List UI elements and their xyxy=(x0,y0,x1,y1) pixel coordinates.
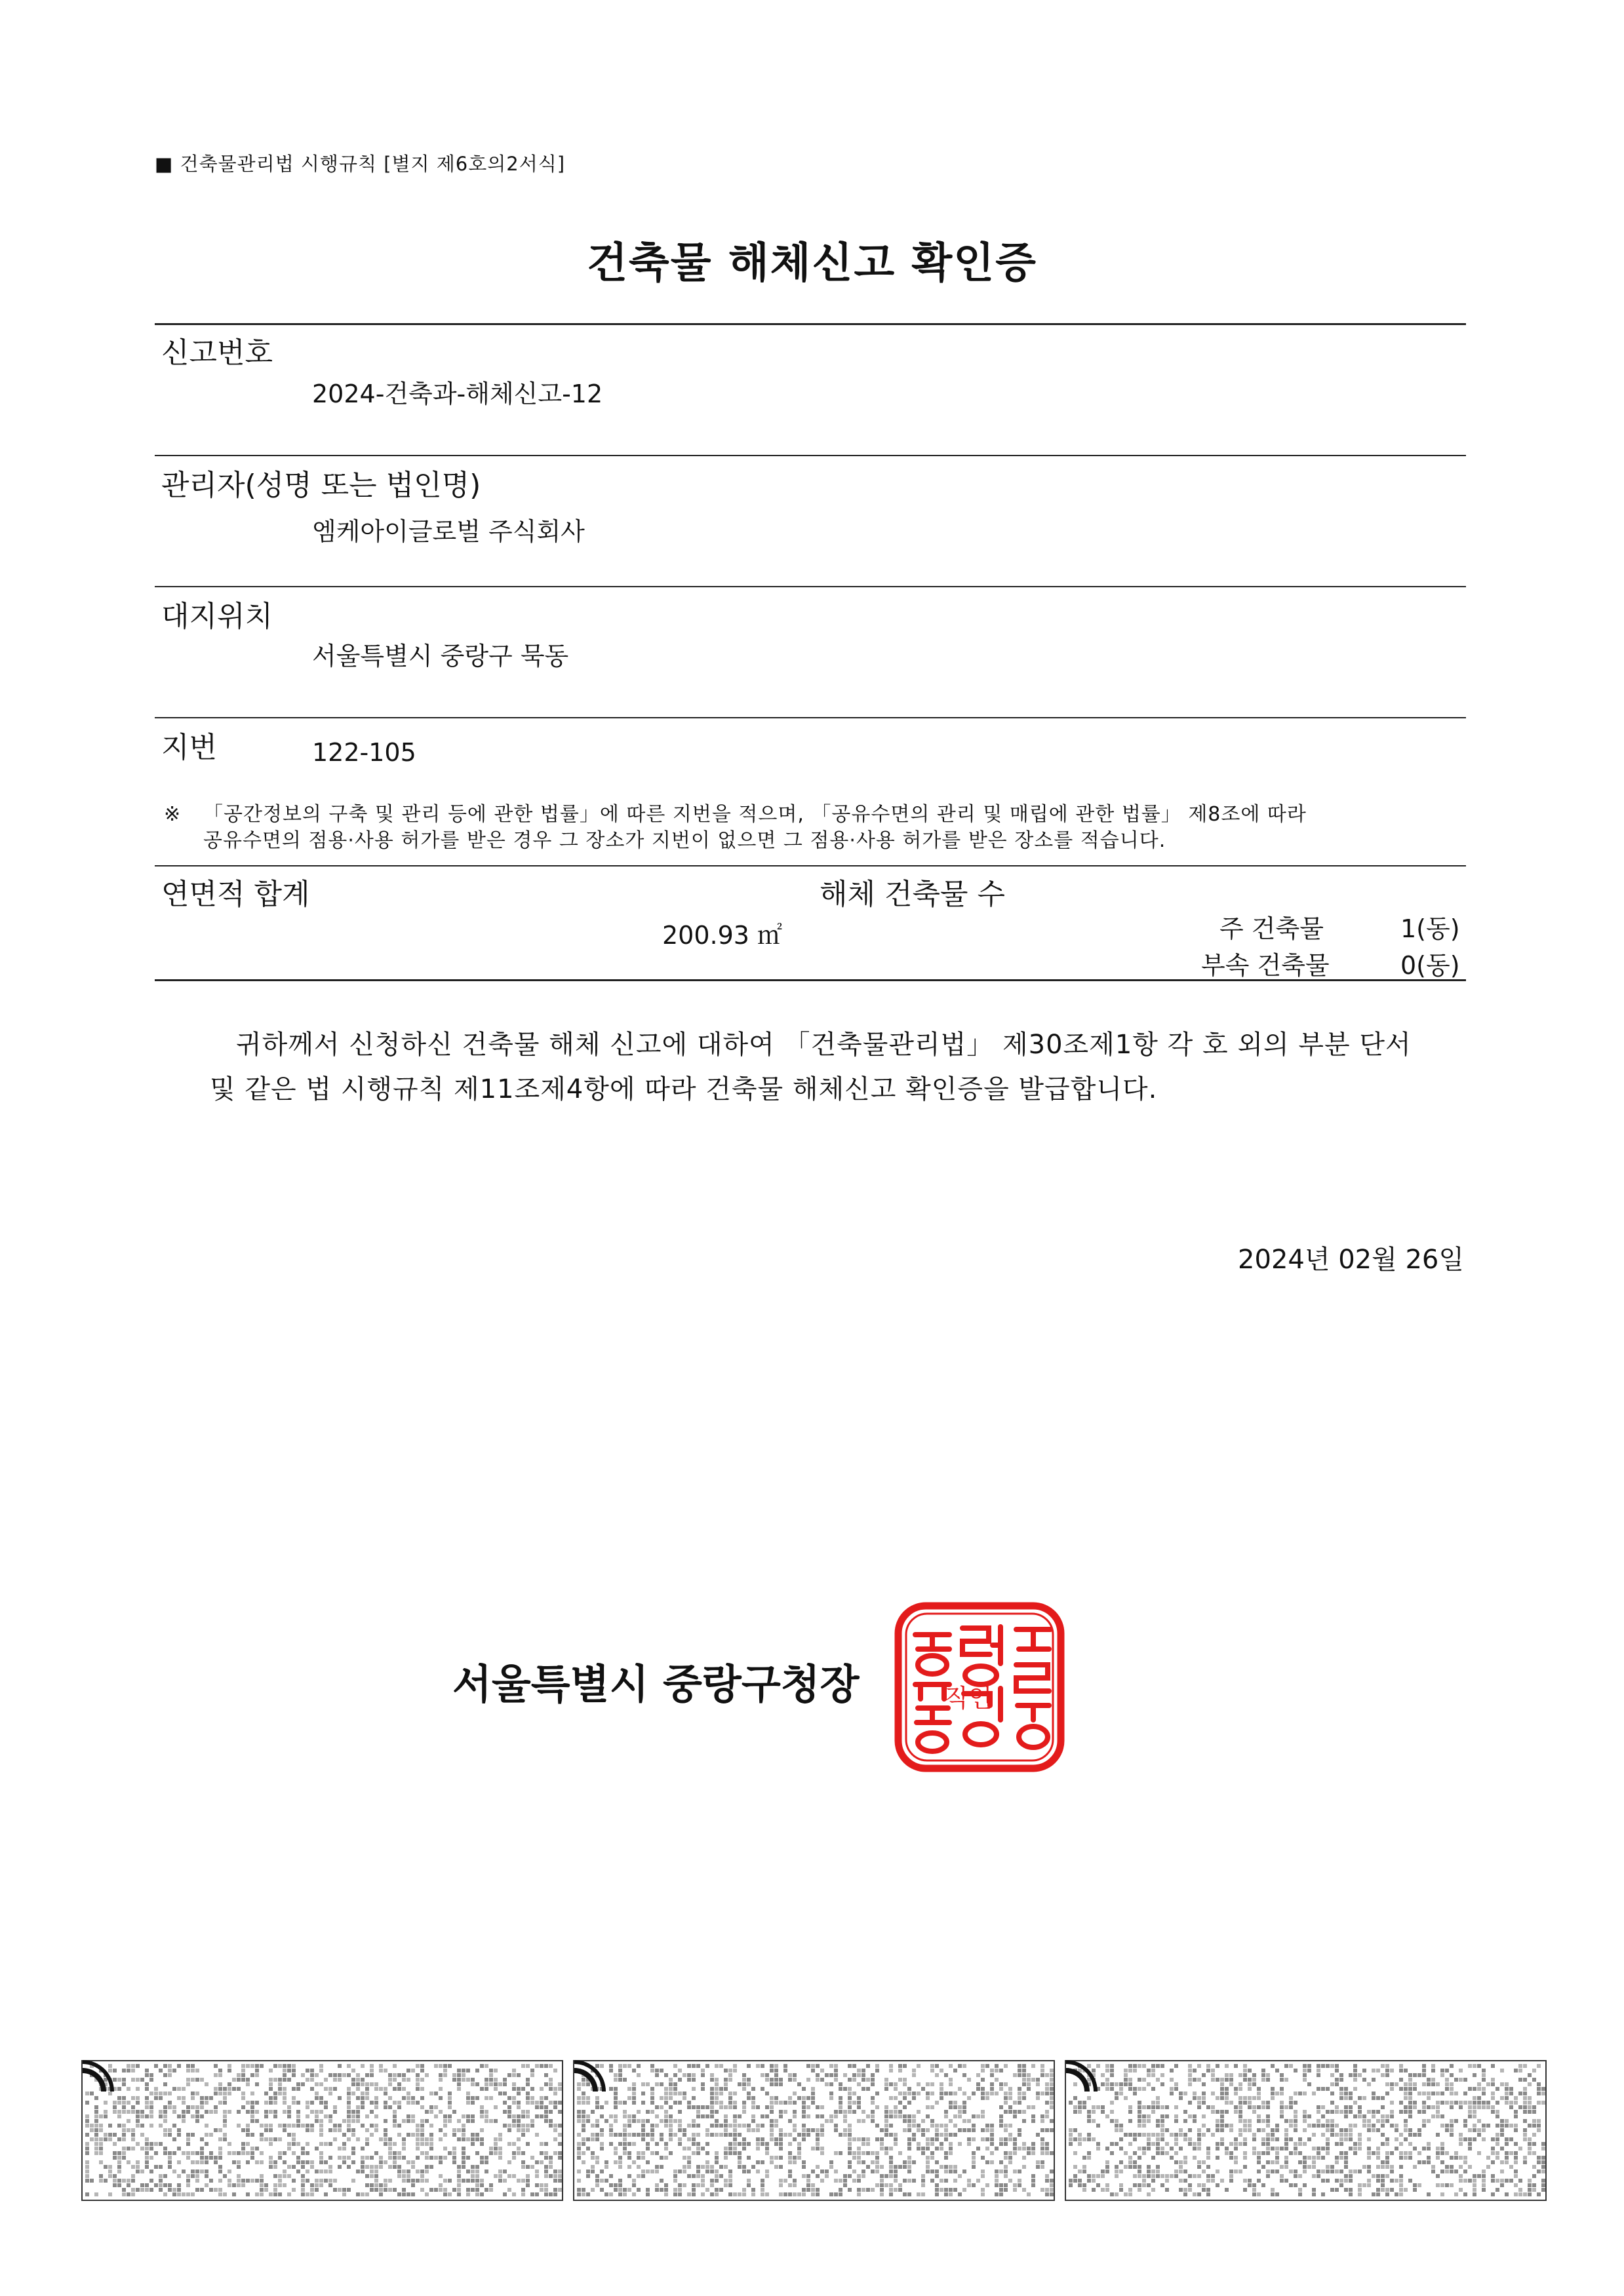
site-location-label: 대지위치 xyxy=(161,600,273,633)
seal-label: 직인 xyxy=(944,1684,993,1713)
issue-date: 2024년 02월 26일 xyxy=(1238,1245,1464,1275)
confirmation-statement xyxy=(210,1022,1456,1112)
security-barcode-2 xyxy=(573,2060,1055,2201)
lot-number-note xyxy=(164,802,1307,854)
statement-line-1: 귀하께서 신청하신 건축물 해체 신고에 대하여 「건축물관리법」 제30조제1항 각 호 외의 부분 단서 xyxy=(236,1030,1412,1060)
divider-bottom xyxy=(155,979,1466,981)
divider-manager xyxy=(155,455,1466,456)
barcode-corner-3 xyxy=(1066,2060,1098,2092)
main-building-count: 1(동) xyxy=(1400,914,1460,943)
manager-label: 관리자(성명 또는 법인명) xyxy=(161,469,481,502)
report-number-label: 신고번호 xyxy=(161,336,273,370)
main-building-label: 주 건축물 xyxy=(1219,914,1324,943)
area-label: 연면적 합계 xyxy=(161,878,310,911)
note-line-2: 공유수면의 점용·사용 허가를 받은 경우 그 장소가 지번이 없으면 그 점용·사용 허가를 받은 장소를 적습니다. xyxy=(203,829,1166,852)
manager-value: 엠케아이글로벌 주식회사 xyxy=(312,517,585,546)
divider-area xyxy=(155,865,1466,866)
area-value: 200.93 ㎡ xyxy=(662,921,783,950)
annex-building-count: 0(동) xyxy=(1400,951,1460,980)
note-mark: ※ xyxy=(164,803,182,826)
form-reference: ■ 건축물관리법 시행규칙 [별지 제6호의2서식] xyxy=(155,153,566,175)
lot-number-label: 지번 xyxy=(161,731,218,764)
report-number-value: 2024-건축과-해체신고-12 xyxy=(312,379,603,408)
divider-lot xyxy=(155,717,1466,718)
lot-number-value: 122-105 xyxy=(312,738,416,767)
document-title: 건축물 해체신고 확인증 xyxy=(587,239,1037,288)
demolition-count-label: 해체 건축물 수 xyxy=(820,878,1005,911)
barcode-pattern-3 xyxy=(1069,2064,1545,2196)
security-barcode-3 xyxy=(1065,2060,1547,2201)
barcode-pattern-1 xyxy=(85,2064,562,2196)
divider-site xyxy=(155,586,1466,587)
security-barcode-1 xyxy=(81,2060,563,2201)
note-line-1: 「공간정보의 구축 및 관리 등에 관한 법률」에 따른 지번을 적으며, 「공유수면의 관리 및 매립에 관한 법률」 제8조에 따라 xyxy=(203,803,1307,826)
issuer-name: 서울특별시 중랑구청장 xyxy=(452,1660,860,1708)
divider-top xyxy=(155,323,1466,325)
barcode-pattern-2 xyxy=(577,2064,1054,2196)
statement-line-2: 및 같은 법 시행규칙 제11조제4항에 따라 건축물 해체신고 확인증을 발급합니다. xyxy=(210,1074,1158,1104)
site-location-value: 서울특별시 중랑구 묵동 xyxy=(312,642,569,671)
annex-building-label: 부속 건축물 xyxy=(1201,951,1330,980)
